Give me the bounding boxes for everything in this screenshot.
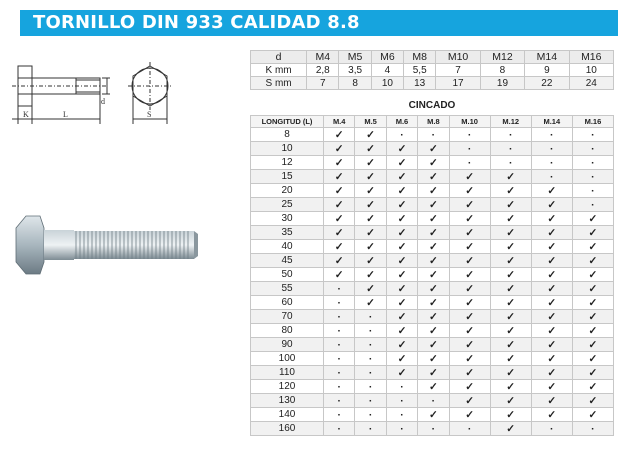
- availability-cell: ·: [386, 422, 417, 436]
- availability-cell: ✓: [324, 212, 355, 226]
- availability-cell: ✓: [418, 254, 449, 268]
- availability-cell: ·: [572, 422, 613, 436]
- availability-cell: ✓: [572, 408, 613, 422]
- availability-cell: ·: [355, 422, 386, 436]
- availability-cell: ✓: [324, 198, 355, 212]
- availability-cell: ✓: [572, 366, 613, 380]
- availability-cell: ✓: [355, 296, 386, 310]
- availability-cell: ✓: [418, 184, 449, 198]
- availability-cell: ✓: [418, 310, 449, 324]
- availability-cell: ✓: [418, 408, 449, 422]
- size-column-header: M.6: [386, 116, 417, 128]
- availability-cell: ✓: [531, 352, 572, 366]
- availability-cell: ·: [324, 296, 355, 310]
- dims-cell: 3,5: [339, 64, 371, 77]
- table-row: [251, 240, 614, 254]
- availability-cell: ✓: [572, 282, 613, 296]
- size-column-header: M.12: [490, 116, 531, 128]
- availability-cell: ✓: [386, 366, 417, 380]
- size-column-header: M.14: [531, 116, 572, 128]
- length-cell: 30: [251, 212, 324, 226]
- availability-cell: ✓: [449, 198, 490, 212]
- table-row: [251, 198, 614, 212]
- availability-cell: ✓: [490, 422, 531, 436]
- availability-cell: ✓: [490, 226, 531, 240]
- availability-cell: ✓: [490, 170, 531, 184]
- length-cell: 10: [251, 142, 324, 156]
- availability-cell: ✓: [418, 226, 449, 240]
- availability-cell: ✓: [355, 184, 386, 198]
- availability-cell: ✓: [572, 394, 613, 408]
- dims-header-cell: M6: [371, 51, 403, 64]
- availability-cell: ✓: [572, 240, 613, 254]
- dims-cell: 2,8: [307, 64, 339, 77]
- length-cell: 130: [251, 394, 324, 408]
- availability-cell: ✓: [490, 282, 531, 296]
- availability-cell: ✓: [490, 212, 531, 226]
- availability-cell: ✓: [386, 352, 417, 366]
- availability-cell: ·: [386, 380, 417, 394]
- availability-cell: ✓: [355, 240, 386, 254]
- table-row: [251, 366, 614, 380]
- table-row: [251, 226, 614, 240]
- availability-cell: ✓: [449, 282, 490, 296]
- availability-cell: ✓: [324, 170, 355, 184]
- availability-cell: ✓: [490, 184, 531, 198]
- table-row: [251, 156, 614, 170]
- availability-cell: ✓: [324, 156, 355, 170]
- availability-cell: ✓: [355, 226, 386, 240]
- length-cell: 80: [251, 324, 324, 338]
- availability-cell: ·: [324, 338, 355, 352]
- dims-cell: 22: [525, 77, 569, 90]
- dims-header-cell: M16: [569, 51, 613, 64]
- availability-cell: ·: [386, 128, 417, 142]
- availability-cell: ✓: [531, 268, 572, 282]
- availability-cell: ✓: [386, 212, 417, 226]
- availability-cell: ✓: [531, 296, 572, 310]
- dims-header-cell: M12: [480, 51, 524, 64]
- dims-cell: 9: [525, 64, 569, 77]
- length-cell: 60: [251, 296, 324, 310]
- availability-cell: ✓: [355, 268, 386, 282]
- availability-cell: ✓: [449, 338, 490, 352]
- availability-cell: ✓: [418, 324, 449, 338]
- availability-cell: ✓: [490, 394, 531, 408]
- availability-cell: ✓: [386, 268, 417, 282]
- availability-cell: ✓: [324, 142, 355, 156]
- availability-cell: ✓: [418, 170, 449, 184]
- availability-cell: ✓: [355, 282, 386, 296]
- availability-cell: ✓: [386, 240, 417, 254]
- availability-cell: ✓: [490, 240, 531, 254]
- availability-table: [250, 115, 614, 436]
- availability-cell: ✓: [531, 198, 572, 212]
- availability-cell: ✓: [418, 366, 449, 380]
- length-cell: 120: [251, 380, 324, 394]
- availability-cell: ·: [355, 310, 386, 324]
- availability-cell: ✓: [572, 296, 613, 310]
- dims-cell: S mm: [251, 77, 307, 90]
- availability-cell: ✓: [449, 408, 490, 422]
- dims-cell: K mm: [251, 64, 307, 77]
- table-row: [251, 170, 614, 184]
- dims-cell: 5,5: [404, 64, 436, 77]
- availability-cell: ✓: [531, 254, 572, 268]
- dims-row-k: [251, 64, 614, 77]
- availability-cell: ✓: [418, 338, 449, 352]
- availability-cell: ✓: [449, 366, 490, 380]
- availability-cell: ·: [355, 324, 386, 338]
- size-column-header: M.5: [355, 116, 386, 128]
- availability-cell: ✓: [355, 198, 386, 212]
- availability-cell: ✓: [324, 128, 355, 142]
- availability-cell: ✓: [449, 324, 490, 338]
- length-cell: 50: [251, 268, 324, 282]
- availability-cell: ·: [572, 198, 613, 212]
- availability-cell: ·: [324, 422, 355, 436]
- availability-cell: ✓: [531, 324, 572, 338]
- dims-cell: 19: [480, 77, 524, 90]
- availability-cell: ✓: [531, 338, 572, 352]
- table-row: [251, 310, 614, 324]
- availability-cell: ✓: [418, 142, 449, 156]
- availability-cell: ·: [449, 142, 490, 156]
- table-row: [251, 394, 614, 408]
- availability-cell: ·: [324, 380, 355, 394]
- s-dimension-label: S: [147, 110, 152, 119]
- length-cell: 25: [251, 198, 324, 212]
- availability-cell: ✓: [418, 352, 449, 366]
- bolt-technical-drawing: [10, 56, 190, 136]
- availability-cell: ✓: [531, 380, 572, 394]
- availability-cell: ·: [324, 282, 355, 296]
- availability-cell: ✓: [572, 338, 613, 352]
- availability-cell: ✓: [531, 366, 572, 380]
- availability-cell: ✓: [386, 282, 417, 296]
- length-cell: 45: [251, 254, 324, 268]
- table-row: [251, 296, 614, 310]
- availability-cell: ·: [531, 422, 572, 436]
- table-row: [251, 338, 614, 352]
- availability-cell: ✓: [572, 324, 613, 338]
- availability-cell: ✓: [449, 240, 490, 254]
- availability-cell: ✓: [449, 296, 490, 310]
- dims-header-cell: d: [251, 51, 307, 64]
- dims-cell: 8: [339, 77, 371, 90]
- dims-cell: 24: [569, 77, 613, 90]
- availability-cell: ✓: [386, 338, 417, 352]
- availability-cell: ·: [355, 394, 386, 408]
- d-dimension-label: d: [101, 97, 105, 106]
- availability-cell: ✓: [418, 212, 449, 226]
- length-column-header: LONGITUD (L): [251, 116, 324, 128]
- availability-cell: ·: [355, 352, 386, 366]
- availability-cell: ✓: [355, 170, 386, 184]
- availability-cell: ·: [531, 170, 572, 184]
- dims-cell: 10: [371, 77, 403, 90]
- availability-cell: ✓: [386, 198, 417, 212]
- availability-cell: ·: [418, 422, 449, 436]
- availability-cell: ✓: [490, 408, 531, 422]
- availability-cell: ·: [572, 170, 613, 184]
- dims-cell: 17: [436, 77, 480, 90]
- size-column-header: M.16: [572, 116, 613, 128]
- table-row: [251, 324, 614, 338]
- availability-cell: ✓: [386, 142, 417, 156]
- availability-cell: ✓: [449, 268, 490, 282]
- availability-cell: ✓: [386, 170, 417, 184]
- table-row: [251, 380, 614, 394]
- availability-cell: ✓: [418, 156, 449, 170]
- availability-cell: ✓: [324, 254, 355, 268]
- availability-cell: ✓: [531, 212, 572, 226]
- availability-cell: ✓: [355, 142, 386, 156]
- size-column-header: M.10: [449, 116, 490, 128]
- availability-cell: ✓: [490, 254, 531, 268]
- length-cell: 35: [251, 226, 324, 240]
- availability-cell: ·: [324, 324, 355, 338]
- availability-cell: ·: [324, 408, 355, 422]
- length-cell: 160: [251, 422, 324, 436]
- availability-cell: ✓: [531, 408, 572, 422]
- availability-cell: ✓: [355, 156, 386, 170]
- availability-cell: ·: [386, 408, 417, 422]
- k-dimension-label: K: [23, 110, 29, 119]
- availability-cell: ✓: [572, 226, 613, 240]
- availability-cell: ✓: [418, 240, 449, 254]
- availability-cell: ✓: [355, 212, 386, 226]
- availability-cell: ✓: [386, 254, 417, 268]
- availability-cell: ·: [418, 394, 449, 408]
- availability-cell: ·: [531, 156, 572, 170]
- bolt-photo: [10, 210, 200, 280]
- finish-label: CINCADO: [408, 100, 456, 111]
- dims-header-cell: M10: [436, 51, 480, 64]
- availability-body: [251, 128, 614, 436]
- availability-cell: ✓: [449, 212, 490, 226]
- table-row: [251, 254, 614, 268]
- table-row: [251, 352, 614, 366]
- availability-cell: ·: [572, 156, 613, 170]
- length-cell: 55: [251, 282, 324, 296]
- availability-cell: ✓: [324, 226, 355, 240]
- availability-cell: ✓: [386, 226, 417, 240]
- availability-cell: ✓: [572, 212, 613, 226]
- page-title: TORNILLO DIN 933 CALIDAD 8.8: [20, 10, 618, 36]
- availability-cell: ·: [355, 380, 386, 394]
- availability-cell: ✓: [386, 310, 417, 324]
- availability-cell: ·: [572, 184, 613, 198]
- availability-cell: ✓: [531, 226, 572, 240]
- dims-header-cell: M5: [339, 51, 371, 64]
- availability-cell: ✓: [386, 156, 417, 170]
- availability-cell: ✓: [572, 268, 613, 282]
- availability-cell: ✓: [355, 128, 386, 142]
- size-column-header: M.8: [418, 116, 449, 128]
- availability-cell: ✓: [490, 198, 531, 212]
- table-row: [251, 212, 614, 226]
- length-cell: 40: [251, 240, 324, 254]
- dims-cell: 7: [307, 77, 339, 90]
- availability-cell: ✓: [355, 254, 386, 268]
- length-cell: 90: [251, 338, 324, 352]
- availability-cell: ✓: [490, 366, 531, 380]
- availability-cell: ·: [572, 142, 613, 156]
- length-cell: 15: [251, 170, 324, 184]
- availability-cell: ✓: [531, 184, 572, 198]
- length-cell: 12: [251, 156, 324, 170]
- availability-cell: ✓: [418, 282, 449, 296]
- availability-cell: ✓: [418, 268, 449, 282]
- availability-cell: ·: [355, 408, 386, 422]
- availability-cell: ✓: [324, 268, 355, 282]
- dims-header-cell: M14: [525, 51, 569, 64]
- availability-cell: ✓: [531, 240, 572, 254]
- table-row: [251, 128, 614, 142]
- dims-cell: 10: [569, 64, 613, 77]
- availability-cell: ✓: [531, 282, 572, 296]
- availability-cell: ·: [324, 394, 355, 408]
- length-cell: 70: [251, 310, 324, 324]
- availability-cell: ✓: [490, 310, 531, 324]
- availability-cell: ·: [355, 366, 386, 380]
- table-row: [251, 408, 614, 422]
- availability-cell: ✓: [572, 380, 613, 394]
- availability-cell: ✓: [490, 268, 531, 282]
- dims-cell: 4: [371, 64, 403, 77]
- availability-cell: ✓: [490, 296, 531, 310]
- availability-cell: ·: [490, 128, 531, 142]
- availability-cell: ✓: [386, 184, 417, 198]
- availability-cell: ✓: [449, 380, 490, 394]
- availability-cell: ✓: [572, 254, 613, 268]
- length-cell: 8: [251, 128, 324, 142]
- availability-cell: ·: [449, 156, 490, 170]
- availability-cell: ✓: [386, 324, 417, 338]
- availability-cell: ✓: [490, 380, 531, 394]
- availability-cell: ✓: [418, 198, 449, 212]
- availability-cell: ✓: [449, 170, 490, 184]
- length-cell: 140: [251, 408, 324, 422]
- availability-cell: ·: [324, 352, 355, 366]
- dimensions-table: [250, 50, 614, 90]
- availability-cell: ·: [418, 128, 449, 142]
- availability-cell: ✓: [490, 324, 531, 338]
- availability-cell: ✓: [449, 184, 490, 198]
- table-row: [251, 282, 614, 296]
- dims-cell: 7: [436, 64, 480, 77]
- availability-cell: ·: [490, 142, 531, 156]
- availability-cell: ·: [324, 310, 355, 324]
- availability-cell: ✓: [449, 226, 490, 240]
- table-row: [251, 142, 614, 156]
- size-column-header: M.4: [324, 116, 355, 128]
- availability-cell: ·: [531, 128, 572, 142]
- availability-cell: ✓: [324, 184, 355, 198]
- availability-cell: ✓: [449, 352, 490, 366]
- availability-cell: ✓: [418, 296, 449, 310]
- availability-cell: ·: [355, 338, 386, 352]
- availability-cell: ·: [449, 128, 490, 142]
- dims-header-row: [251, 51, 614, 64]
- availability-cell: ✓: [449, 394, 490, 408]
- availability-cell: ✓: [449, 254, 490, 268]
- availability-header-row: [251, 116, 614, 128]
- length-cell: 110: [251, 366, 324, 380]
- dims-cell: 8: [480, 64, 524, 77]
- dims-header-cell: M8: [404, 51, 436, 64]
- availability-cell: ✓: [490, 338, 531, 352]
- availability-cell: ·: [572, 128, 613, 142]
- availability-cell: ✓: [531, 394, 572, 408]
- dims-row-s: [251, 77, 614, 90]
- availability-cell: ✓: [449, 310, 490, 324]
- availability-cell: ·: [324, 366, 355, 380]
- l-dimension-label: L: [63, 110, 68, 119]
- availability-cell: ✓: [418, 380, 449, 394]
- availability-cell: ✓: [490, 352, 531, 366]
- availability-cell: ✓: [386, 296, 417, 310]
- dims-cell: 13: [404, 77, 436, 90]
- availability-cell: ✓: [572, 310, 613, 324]
- dims-header-cell: M4: [307, 51, 339, 64]
- availability-cell: ·: [386, 394, 417, 408]
- availability-cell: ·: [531, 142, 572, 156]
- table-row: [251, 422, 614, 436]
- length-cell: 100: [251, 352, 324, 366]
- availability-cell: ✓: [324, 240, 355, 254]
- availability-cell: ✓: [572, 352, 613, 366]
- availability-cell: ·: [490, 156, 531, 170]
- table-row: [251, 268, 614, 282]
- length-cell: 20: [251, 184, 324, 198]
- table-row: [251, 184, 614, 198]
- availability-cell: ✓: [531, 310, 572, 324]
- availability-cell: ·: [449, 422, 490, 436]
